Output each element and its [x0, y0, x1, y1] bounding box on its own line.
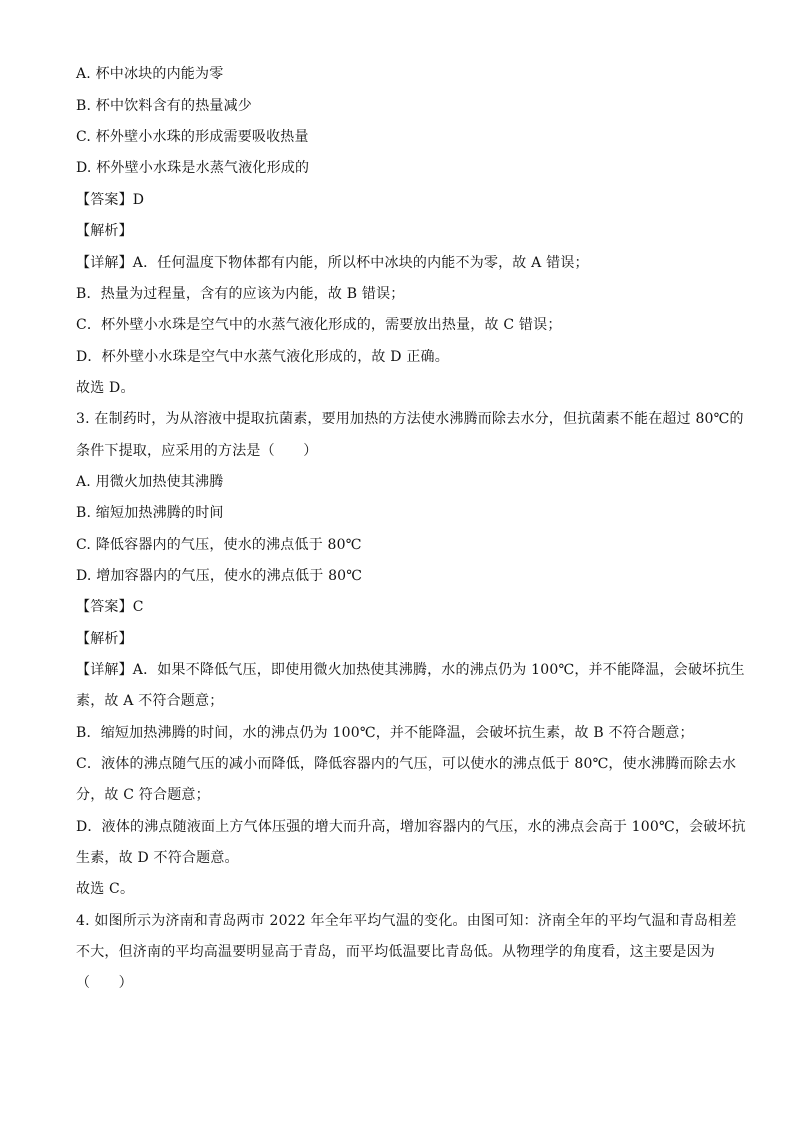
explanation-line: 【详解】A．任何温度下物体都有内能，所以杯中冰块的内能不为零，故 A 错误； [76, 255, 589, 271]
option-c-line: C. 降低容器内的气压，使水的沸点低于 80℃ [76, 537, 362, 553]
explanation-line: B．热量为过程量，含有的应该为内能，故 B 错误； [76, 286, 405, 302]
answer-line: 【答案】C [76, 599, 144, 615]
option-a-line: A. 杯中冰块的内能为零 [76, 66, 224, 82]
question-4-stem: （ ） [76, 975, 133, 991]
conclusion-line: 故选 D。 [76, 380, 135, 396]
explanation-line: 【详解】A．如果不降低气压，即使用微火加热使其沸腾，水的沸点仍为 100℃，并不能降温，会破坏抗生 [76, 662, 745, 678]
option-d-line: D. 增加容器内的气压，使水的沸点低于 80℃ [76, 568, 363, 584]
question-4-stem: 4. 如图所示为济南和青岛两市 2022 年全年平均气温的变化。由图可知：济南全年的平均气温和青岛相差 [76, 913, 737, 929]
explanation-line: 生素，故 D 不符合题意。 [76, 850, 239, 866]
explanation-line: C．杯外壁小水珠是空气中的水蒸气液化形成的，需要放出热量，故 C 错误； [76, 317, 562, 333]
analysis-heading: 【解析】 [76, 223, 133, 239]
question-3-stem: 3. 在制药时，为从溶液中提取抗菌素，要用加热的方法使水沸腾而除去水分，但抗菌素不能在超过 80℃的 [76, 411, 744, 427]
explanation-line: 素，故 A 不符合题意； [76, 693, 224, 709]
question-4-stem: 不大，但济南的平均高温要明显高于青岛，而平均低温要比青岛低。从物理学的角度看，这主要是因为 [76, 944, 715, 960]
question-3-stem: 条件下提取，应采用的方法是（ ） [76, 443, 318, 459]
option-b-line: B. 杯中饮料含有的热量减少 [76, 98, 252, 114]
option-b-line: B. 缩短加热沸腾的时间 [76, 505, 224, 521]
option-d-line: D. 杯外壁小水珠是水蒸气液化形成的 [76, 160, 310, 176]
conclusion-line: 故选 C。 [76, 881, 135, 897]
analysis-heading: 【解析】 [76, 631, 133, 647]
explanation-line: 分，故 C 符合题意； [76, 787, 210, 803]
explanation-line: C．液体的沸点随气压的减小而降低，降低容器内的气压，可以使水的沸点低于 80℃，使水沸腾而除去水 [76, 756, 737, 772]
explanation-line: D．杯外壁小水珠是空气中水蒸气液化形成的，故 D 正确。 [76, 349, 449, 365]
option-c-line: C. 杯外壁小水珠的形成需要吸收热量 [76, 129, 309, 145]
answer-line: 【答案】D [76, 192, 145, 208]
explanation-line: B．缩短加热沸腾的时间，水的沸点仍为 100℃，并不能降温，会破坏抗生素，故 B 不符合题意； [76, 725, 694, 741]
explanation-line: D．液体的沸点随液面上方气体压强的增大而升高，增加容器内的气压，水的沸点会高于 100℃，会破坏抗 [76, 819, 746, 835]
option-a-line: A. 用微火加热使其沸腾 [76, 474, 224, 490]
